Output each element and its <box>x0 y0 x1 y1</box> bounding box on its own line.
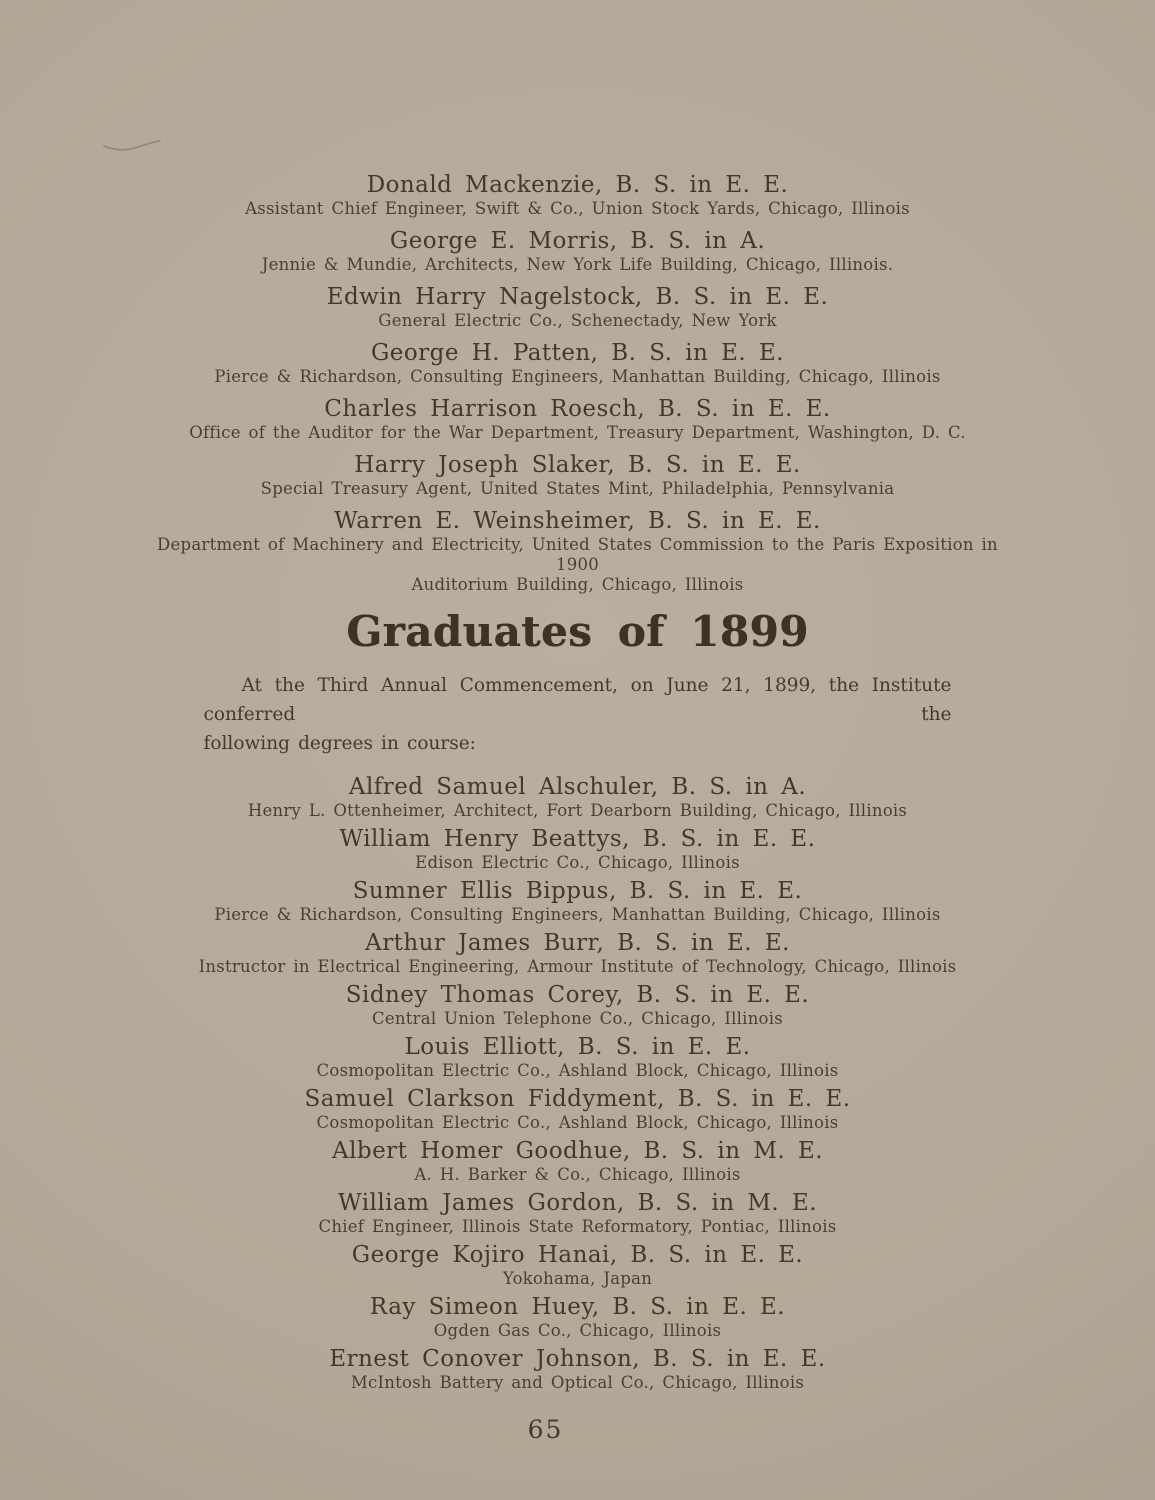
graduate-entry <box>138 1294 1018 1341</box>
graduate-position <box>138 1373 1018 1393</box>
graduate-entry <box>138 878 1018 925</box>
graduate-entry <box>138 452 1018 499</box>
graduate-position <box>138 479 1018 499</box>
graduate-name: Sidney Thomas Corey, B. S. in E. E. <box>345 982 810 1008</box>
graduate-position-line: Cosmopolitan Electric Co., Ashland Block, Chicago, Illinois <box>316 1061 839 1080</box>
graduate-position <box>138 367 1018 387</box>
graduate-position <box>138 801 1018 821</box>
graduate-position <box>138 905 1018 925</box>
graduate-position-line: Ogden Gas Co., Chicago, Illinois <box>433 1321 722 1340</box>
graduate-position-line: Pierce & Richardson, Consulting Engineers, Manhattan Building, Chicago, Illinois <box>214 367 941 386</box>
intro-line: At the Third Annual Commencement, on June 21, 1899, the Institute conferred the <box>203 675 952 725</box>
graduate-entry <box>138 1138 1018 1185</box>
graduate-position-line: Yokohama, Japan <box>502 1269 653 1288</box>
graduate-position-line: Central Union Telephone Co., Chicago, Illinois <box>372 1009 783 1028</box>
graduate-position-line: McIntosh Battery and Optical Co., Chicago, Illinois <box>350 1373 805 1392</box>
graduate-entry <box>138 508 1018 595</box>
graduate-position-line: Department of Machinery and Electricity, United States Commission to the Paris Exposition in 1900 <box>157 535 998 574</box>
graduate-position <box>138 255 1018 275</box>
graduate-name: George H. Patten, B. S. in E. E. <box>370 340 785 366</box>
graduate-position-line: Chief Engineer, Illinois State Reformatory, Pontiac, Illinois <box>318 1217 837 1236</box>
graduate-position-line: Auditorium Building, Chicago, Illinois <box>411 575 744 594</box>
graduate-name: Ray Simeon Huey, B. S. in E. E. <box>369 1294 786 1320</box>
graduate-name: Donald Mackenzie, B. S. in E. E. <box>366 172 789 198</box>
graduate-name: Harry Joseph Slaker, B. S. in E. E. <box>354 452 801 478</box>
graduate-position <box>138 1321 1018 1341</box>
graduate-entry <box>138 172 1018 219</box>
graduate-entry <box>138 284 1018 331</box>
graduate-entry <box>138 826 1018 873</box>
graduate-entry <box>138 340 1018 387</box>
graduate-name: George Kojiro Hanai, B. S. in E. E. <box>351 1242 804 1268</box>
graduate-position-line: Assistant Chief Engineer, Swift & Co., Union Stock Yards, Chicago, Illinois <box>245 199 910 218</box>
graduate-position <box>138 423 1018 443</box>
graduate-position <box>138 1009 1018 1029</box>
graduate-position-line: Office of the Auditor for the War Department, Treasury Department, Washington, D. C. <box>189 423 966 442</box>
intro-line: following degrees in course: <box>203 733 476 754</box>
graduate-position <box>138 1061 1018 1081</box>
graduate-name: George E. Morris, B. S. in A. <box>389 228 766 254</box>
graduate-position-line: Special Treasury Agent, United States Mint, Philadelphia, Pennsylvania <box>260 479 895 498</box>
graduate-name: Ernest Conover Johnson, B. S. in E. E. <box>329 1346 826 1372</box>
pencil-mark <box>98 128 168 164</box>
page-content <box>138 172 1018 1444</box>
section-heading: Graduates of 1899 <box>346 607 809 656</box>
graduate-position <box>138 1165 1018 1185</box>
graduate-position-line: Cosmopolitan Electric Co., Ashland Block, Chicago, Illinois <box>316 1113 839 1132</box>
graduate-name: William James Gordon, B. S. in M. E. <box>338 1190 817 1216</box>
graduate-position <box>138 853 1018 873</box>
graduate-entry <box>138 1242 1018 1289</box>
graduate-entry <box>138 774 1018 821</box>
graduate-name: Sumner Ellis Bippus, B. S. in E. E. <box>352 878 803 904</box>
graduate-entry <box>138 1086 1018 1133</box>
graduate-name: Alfred Samuel Alschuler, B. S. in A. <box>348 774 807 800</box>
commencement-intro <box>204 671 952 758</box>
graduate-entry <box>138 1346 1018 1393</box>
graduate-entry <box>138 1034 1018 1081</box>
graduates-1899-list <box>138 774 1018 1393</box>
graduate-name: Arthur James Burr, B. S. in E. E. <box>365 930 790 956</box>
graduate-position-line: Henry L. Ottenheimer, Architect, Fort Dearborn Building, Chicago, Illinois <box>247 801 908 820</box>
graduate-position <box>138 957 1018 977</box>
graduate-entry <box>138 930 1018 977</box>
graduate-position-line: A. H. Barker & Co., Chicago, Illinois <box>414 1165 741 1184</box>
graduate-position-line: Pierce & Richardson, Consulting Engineers, Manhattan Building, Chicago, Illinois <box>214 905 941 924</box>
graduate-position <box>138 535 1018 595</box>
graduate-position <box>138 1217 1018 1237</box>
graduate-position-line: Edison Electric Co., Chicago, Illinois <box>415 853 740 872</box>
graduate-entry <box>138 982 1018 1029</box>
graduate-name: Louis Elliott, B. S. in E. E. <box>404 1034 751 1060</box>
graduate-position <box>138 199 1018 219</box>
graduate-name: William Henry Beattys, B. S. in E. E. <box>339 826 816 852</box>
graduate-position-line: General Electric Co., Schenectady, New York <box>378 311 777 330</box>
graduate-position-line: Instructor in Electrical Engineering, Armour Institute of Technology, Chicago, Illinois <box>198 957 957 976</box>
graduate-name: Charles Harrison Roesch, B. S. in E. E. <box>324 396 831 422</box>
graduate-position <box>138 1113 1018 1133</box>
graduate-name: Edwin Harry Nagelstock, B. S. in E. E. <box>326 284 829 310</box>
graduates-1898-continued-list <box>138 172 1018 595</box>
graduate-entry <box>138 1190 1018 1237</box>
graduates-1899-section <box>138 609 1018 1393</box>
graduate-entry <box>138 228 1018 275</box>
graduate-name: Samuel Clarkson Fiddyment, B. S. in E. E. <box>304 1086 851 1112</box>
graduate-name: Warren E. Weinsheimer, B. S. in E. E. <box>334 508 821 534</box>
graduate-position-line: Jennie & Mundie, Architects, New York Life Building, Chicago, Illinois. <box>261 255 894 274</box>
graduate-entry <box>138 396 1018 443</box>
graduate-position <box>138 1269 1018 1289</box>
page-number: 65 <box>527 1415 564 1444</box>
graduate-name: Albert Homer Goodhue, B. S. in M. E. <box>332 1138 823 1164</box>
graduate-position <box>138 311 1018 331</box>
